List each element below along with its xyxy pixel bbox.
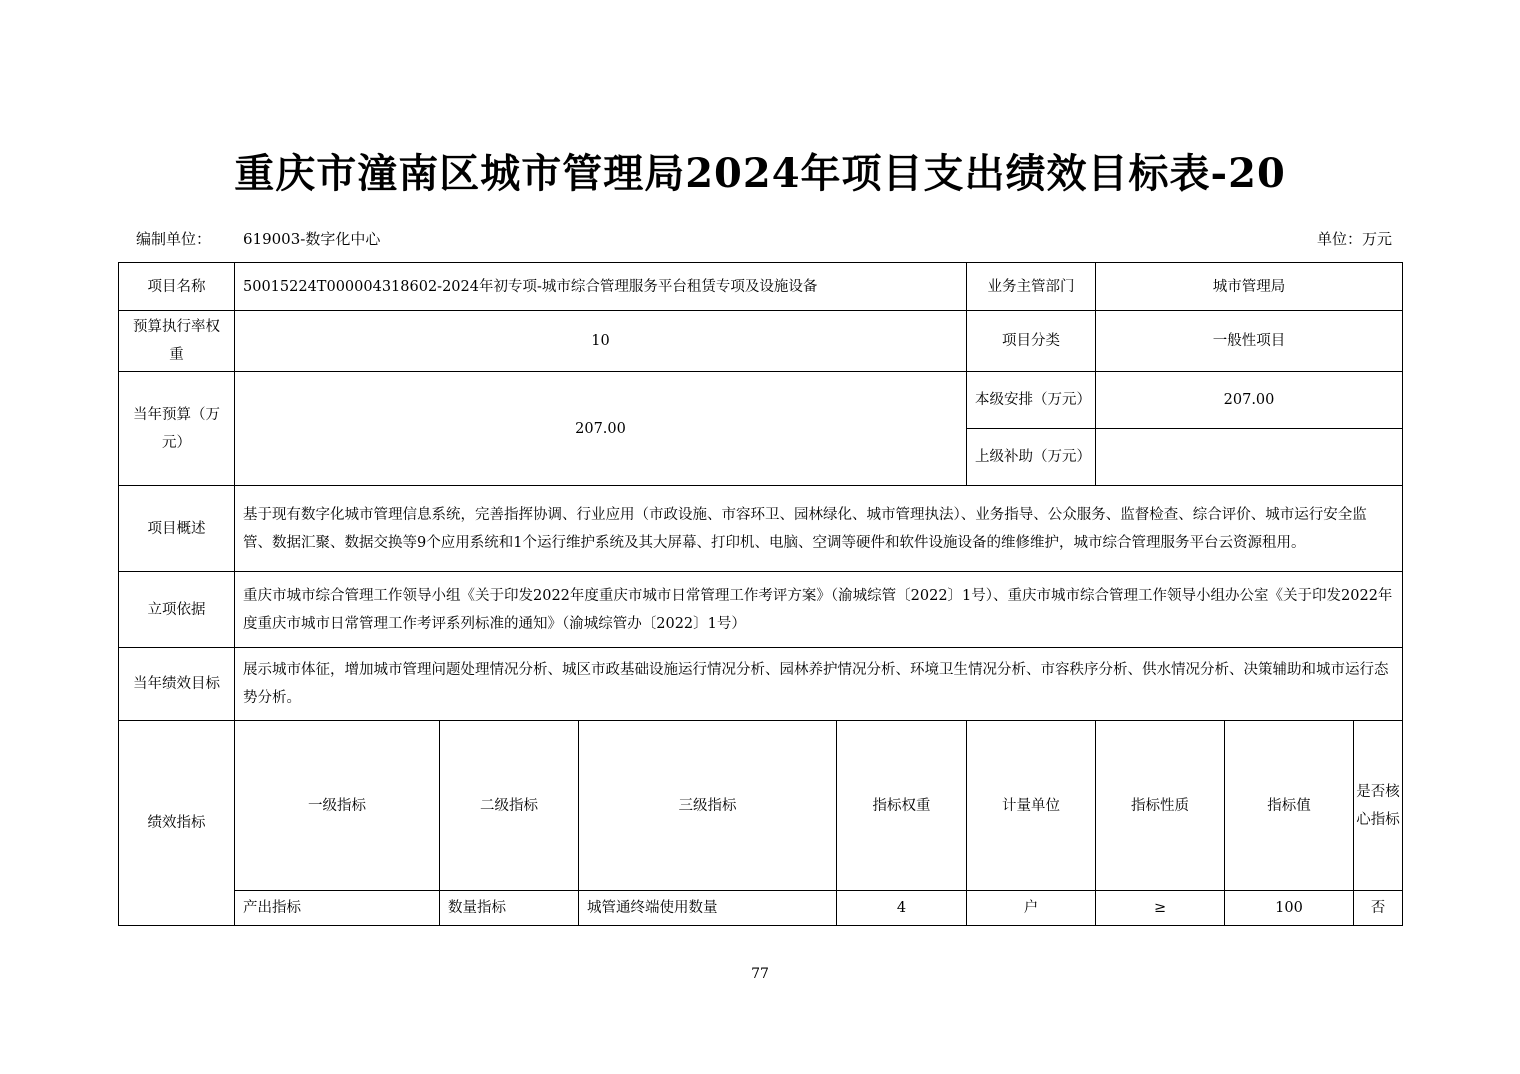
dept-label: 业务主管部门 [967,263,1096,311]
local-budget-label: 本级安排（万元） [967,372,1096,429]
row-nature: ≥ [1096,891,1225,926]
currency-unit: 单位：万元 [1316,230,1392,248]
budget-row-1 [119,372,1403,429]
row-value: 100 [1225,891,1354,926]
header-level1: 一级指标 [235,721,440,891]
weight-value: 10 [235,311,967,372]
page-title: 重庆市潼南区城市管理局2024年项目支出绩效目标表-20 [234,150,1286,197]
performance-target-table [118,262,1403,926]
upper-subsidy-value [1096,429,1403,486]
basis-row [119,572,1403,648]
basis-value: 重庆市城市综合管理工作领导小组《关于印发2022年度重庆市城市日常管理工作考评方案》（渝城综管〔2022〕1号）、重庆市城市综合管理工作领导小组办公室《关于印发2022年度重庆市城市日常管理工作考评系列标准的通知》（渝城综管办〔2022〕1号） [235,572,1403,648]
row-level3: 城管通终端使用数量 [579,891,837,926]
upper-subsidy-label: 上级补助（万元） [967,429,1096,486]
overview-label: 项目概述 [119,486,235,572]
header-weight: 指标权重 [837,721,967,891]
budget-label: 当年预算（万元） [119,372,235,486]
row-weight: 4 [837,891,967,926]
overview-value: 基于现有数字化城市管理信息系统，完善指挥协调、行业应用（市政设施、市容环卫、园林绿化、城市管理执法）、业务指导、公众服务、监督检查、综合评价、城市运行安全监管、数据汇聚、数据交换等9个应用系统和1个运行维护系统及其大屏幕、打印机、电脑、空调等硬件和软件设施设备的维修维护，城市综合管理服务平台云资源租用。 [235,486,1403,572]
category-label: 项目分类 [967,311,1096,372]
header-level2: 二级指标 [440,721,579,891]
budget-value: 207.00 [235,372,967,486]
project-name-row [119,263,1403,311]
header-level3: 三级指标 [579,721,837,891]
dept-value: 城市管理局 [1096,263,1403,311]
project-name-label: 项目名称 [119,263,235,311]
row-level2: 数量指标 [440,891,579,926]
weight-label: 预算执行率权重 [119,311,235,372]
header-unit: 计量单位 [967,721,1096,891]
indicator-header-row [119,721,1403,891]
indicator-label: 绩效指标 [119,721,235,926]
row-unit: 户 [967,891,1096,926]
project-name-value: 50015224T000004318602-2024年初专项-城市综合管理服务平台租赁专项及设施设备 [235,263,967,311]
goal-label: 当年绩效目标 [119,648,235,721]
header-core: 是否核心指标 [1354,721,1403,891]
goal-row [119,648,1403,721]
category-value: 一般性项目 [1096,311,1403,372]
header-nature: 指标性质 [1096,721,1225,891]
header-value: 指标值 [1225,721,1354,891]
weight-row [119,311,1403,372]
page-number: 77 [751,966,769,982]
row-core: 否 [1354,891,1403,926]
row-level1: 产出指标 [235,891,440,926]
table-row [119,891,1403,926]
basis-label: 立项依据 [119,572,235,648]
overview-row [119,486,1403,572]
goal-value: 展示城市体征，增加城市管理问题处理情况分析、城区市政基础设施运行情况分析、园林养护情况分析、环境卫生情况分析、市容秩序分析、供水情况分析、决策辅助和城市运行态势分析。 [235,648,1403,721]
compiling-unit-value: 619003-数字化中心 [243,230,381,248]
local-budget-value: 207.00 [1096,372,1403,429]
compiling-unit-label: 编制单位： [136,230,212,248]
